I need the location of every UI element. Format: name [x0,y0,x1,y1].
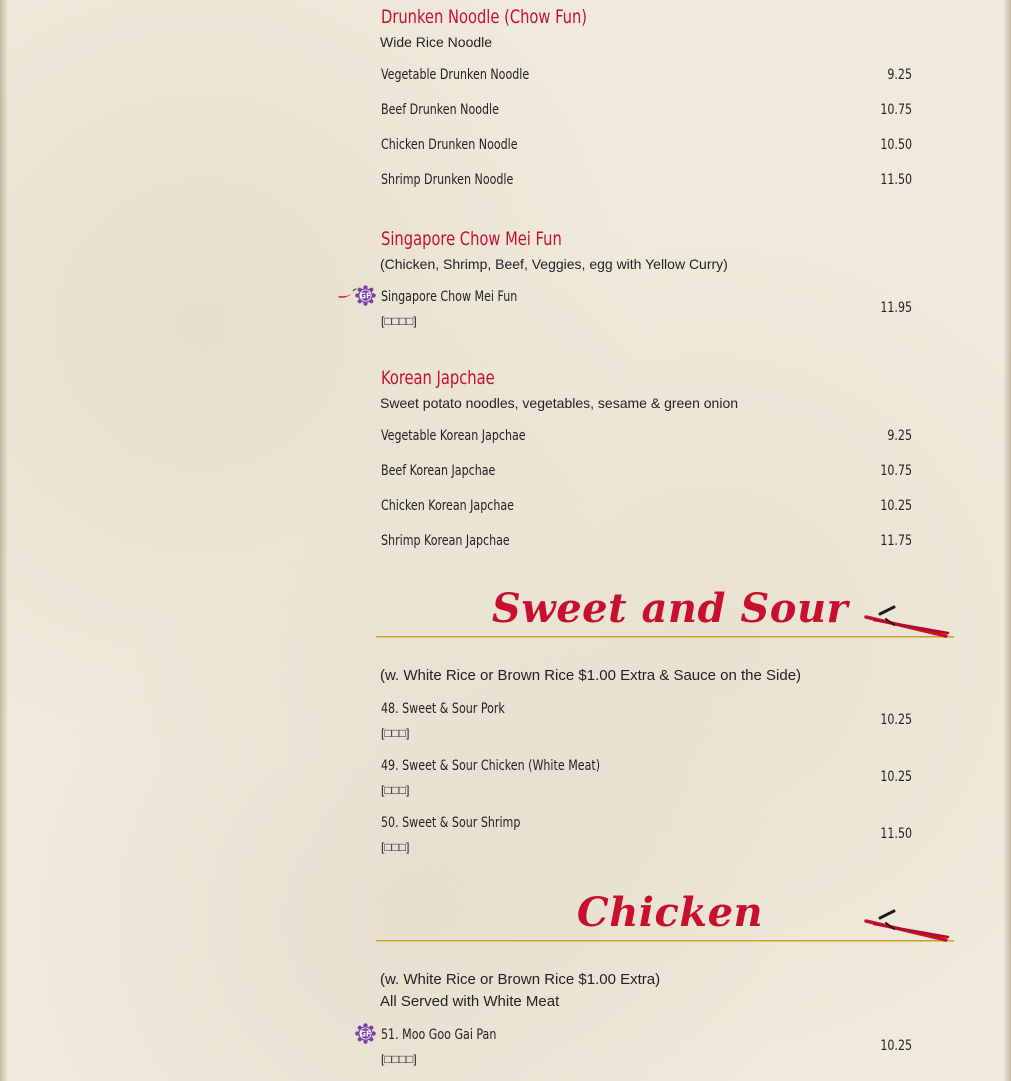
chopsticks-icon [864,603,950,639]
menu-item-price: 11.75 [880,533,912,549]
section-note: All Served with White Meat [380,993,560,1010]
paper-edge-left [0,0,8,1081]
menu-item-price: 10.50 [880,137,912,153]
menu-item-chinese-name: [□□□] [381,783,410,797]
gluten-free-badge-icon [355,285,376,306]
category-title-singapore-chow-mei-fun: Singapore Chow Mei Fun [381,228,562,250]
menu-item-price: 10.25 [880,769,912,785]
section-note: (w. White Rice or Brown Rice $1.00 Extra & Sauce on the Side) [380,667,802,684]
menu-item-price: 9.25 [887,428,912,444]
menu-item-chinese-name: [□□□] [381,840,410,854]
gf-badge-label: GF [359,1029,372,1039]
menu-item-price: 10.75 [880,102,912,118]
category-desc-drunken-noodle: Wide Rice Noodle [380,34,493,50]
gf-badge-label: GF [359,291,372,301]
menu-item-price: 10.75 [880,463,912,479]
chopsticks-icon [864,907,950,943]
menu-item-price: 11.50 [880,172,912,188]
menu-item-price: 10.25 [880,1038,912,1054]
category-desc-singapore-chow-mei-fun: (Chicken, Shrimp, Beef, Veggies, egg with Yellow Curry) [380,256,728,272]
menu-item-name[interactable]: Shrimp Drunken Noodle [381,172,514,188]
paper-edge-right [1003,0,1011,1081]
section-note: (w. White Rice or Brown Rice $1.00 Extra) [380,971,661,988]
menu-item-name[interactable]: Vegetable Korean Japchae [381,428,526,444]
gluten-free-badge-icon [355,1023,376,1044]
menu-item-name[interactable]: 48. Sweet & Sour Pork [381,701,505,717]
menu-item-name[interactable]: Beef Drunken Noodle [381,102,499,118]
menu-item-chinese-name: [□□□□] [381,1052,417,1066]
menu-item-name[interactable]: Chicken Drunken Noodle [381,137,518,153]
section-header-chicken [376,888,954,942]
section-title: Sweet and Sour [491,585,849,632]
menu-item-name[interactable]: 49. Sweet & Sour Chicken (White Meat) [381,758,601,774]
section-header-sweet-and-sour [376,584,954,638]
menu-item-price: 11.50 [880,826,912,842]
menu-item-name[interactable]: 51. Moo Goo Gai Pan [381,1027,497,1043]
category-title-drunken-noodle: Drunken Noodle (Chow Fun) [381,6,588,28]
menu-item-price: 10.25 [880,712,912,728]
menu-item-name[interactable]: Beef Korean Japchae [381,463,496,479]
menu-item-price: 10.25 [880,498,912,514]
menu-item-name[interactable]: 50. Sweet & Sour Shrimp [381,815,521,831]
section-title: Chicken [576,889,764,936]
category-title-korean-japchae: Korean Japchae [381,367,495,389]
menu-item-name[interactable]: Chicken Korean Japchae [381,498,515,514]
menu-item-price: 11.95 [880,300,912,316]
menu-item-name[interactable]: Shrimp Korean Japchae [381,533,510,549]
category-desc-korean-japchae: Sweet potato noodles, vegetables, sesame & green onion [380,395,739,411]
menu-item-name[interactable]: Vegetable Drunken Noodle [381,67,530,83]
menu-item-name[interactable]: Singapore Chow Mei Fun [381,289,518,305]
menu-item-chinese-name: [□□□□] [381,314,417,328]
chili-pepper-icon [337,288,357,300]
menu-item-chinese-name: [□□□] [381,726,410,740]
menu-item-price: 9.25 [887,67,912,83]
